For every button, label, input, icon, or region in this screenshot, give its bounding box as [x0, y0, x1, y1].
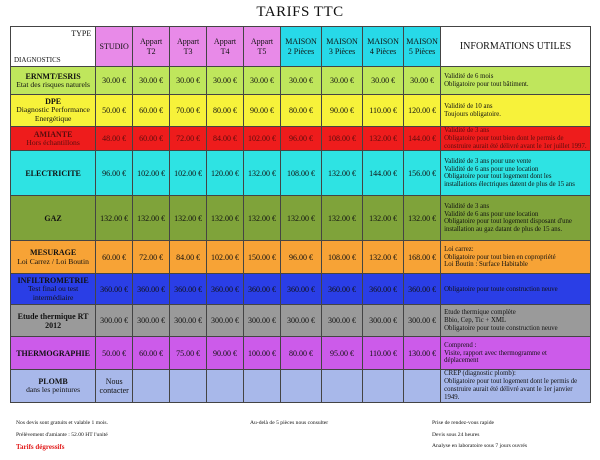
price-cell: Nous contacter	[96, 370, 133, 402]
footer-asbestos-note: Prélèvement d'amiante : 52.00 HT l'unité	[16, 432, 108, 438]
price-cell: 300.00 €	[170, 305, 207, 337]
column-header: Appart T4	[207, 27, 244, 67]
diagnostic-subtitle: Test final ou test intermédiaire	[27, 284, 79, 303]
price-cell: 132.00 €	[207, 196, 244, 241]
price-cell: 80.00 €	[207, 95, 244, 127]
price-cell: 90.00 €	[322, 95, 363, 127]
info-cell	[441, 274, 591, 305]
type-diagnostics-header	[11, 27, 96, 67]
table-row	[11, 67, 591, 95]
price-cell: 84.00 €	[207, 127, 244, 151]
column-header: MAISON 4 Pièces	[363, 27, 404, 67]
price-cell: 72.00 €	[133, 241, 170, 274]
header-row	[11, 27, 591, 67]
empty-cell	[363, 370, 404, 402]
price-cell: 132.00 €	[363, 241, 404, 274]
price-cell: 300.00 €	[96, 305, 133, 337]
diagnostic-title: ERNMT/ESRIS	[25, 71, 81, 81]
table-row	[11, 370, 591, 402]
price-cell: 102.00 €	[207, 241, 244, 274]
diagnostic-title: Etude thermique RT 2012	[17, 311, 89, 330]
table-row	[11, 274, 591, 305]
diagnostic-title: GAZ	[44, 213, 62, 223]
price-cell: 360.00 €	[322, 274, 363, 305]
price-cell: 132.00 €	[363, 127, 404, 151]
price-cell: 300.00 €	[207, 305, 244, 337]
column-header: MAISON 2 Pièces	[280, 27, 321, 67]
price-cell: 30.00 €	[244, 67, 281, 95]
type-label: TYPE	[71, 29, 92, 38]
diagnostic-title: AMIANTE	[33, 129, 73, 139]
price-cell: 300.00 €	[280, 305, 321, 337]
info-cell	[441, 370, 591, 402]
price-cell: 48.00 €	[96, 127, 133, 151]
info-cell	[441, 241, 591, 274]
info-cell	[441, 151, 591, 196]
price-cell: 60.00 €	[133, 95, 170, 127]
price-cell: 30.00 €	[404, 67, 441, 95]
diagnostic-name-cell	[11, 241, 96, 274]
price-cell: 132.00 €	[133, 196, 170, 241]
footer-appointment: Prise de rendez-vous rapide	[432, 420, 494, 426]
info-line: Obligatoire pour tout bâtiment.	[444, 80, 529, 88]
price-cell: 300.00 €	[322, 305, 363, 337]
price-cell: 360.00 €	[280, 274, 321, 305]
price-cell: 110.00 €	[363, 337, 404, 370]
price-cell: 360.00 €	[170, 274, 207, 305]
footer-rooms-note: Au-delà de 5 pièces nous consulter	[250, 420, 329, 426]
table-row	[11, 337, 591, 370]
price-cell: 95.00 €	[322, 337, 363, 370]
price-cell: 80.00 €	[280, 337, 321, 370]
info-line: Validité de 3 ans	[444, 202, 490, 210]
info-line: Obligatoire pour tout bien en copropriété	[444, 253, 556, 261]
empty-cell	[207, 370, 244, 402]
column-header: STUDIO	[96, 27, 133, 67]
price-cell: 75.00 €	[170, 337, 207, 370]
page-title: TARIFS TTC	[256, 4, 344, 20]
diagnostic-title: ELECTRICITE	[25, 168, 81, 178]
price-cell: 168.00 €	[404, 241, 441, 274]
price-cell: 102.00 €	[133, 151, 170, 196]
price-cell: 132.00 €	[404, 196, 441, 241]
price-cell: 132.00 €	[244, 196, 281, 241]
price-cell: 30.00 €	[96, 67, 133, 95]
diagnostic-name-cell	[11, 305, 96, 337]
price-cell: 30.00 €	[280, 67, 321, 95]
info-line: Validité de 6 mois	[444, 72, 494, 80]
empty-cell	[170, 370, 207, 402]
info-line: CREP (diagnostic plomb):	[444, 370, 516, 378]
price-cell: 110.00 €	[363, 95, 404, 127]
price-cell: 72.00 €	[170, 127, 207, 151]
price-cell: 30.00 €	[170, 67, 207, 95]
empty-cell	[133, 370, 170, 402]
info-cell	[441, 67, 591, 95]
diagnostic-name-cell	[11, 67, 96, 95]
info-line: Obligatoire pour tout bien dont le permis de construire aurait été délivré avant le 1er juillet 1997.	[444, 134, 587, 150]
diagnostic-name-cell	[11, 127, 96, 151]
column-header: MAISON 5 Pièces	[404, 27, 441, 67]
price-cell: 30.00 €	[363, 67, 404, 95]
price-cell: 84.00 €	[170, 241, 207, 274]
column-header: Appart T2	[133, 27, 170, 67]
diagnostic-title: INFILTROMETRIE	[17, 276, 89, 286]
diagnostic-title: MESURAGE	[29, 248, 77, 258]
price-cell: 50.00 €	[96, 337, 133, 370]
diagnostic-name-cell	[11, 337, 96, 370]
info-line: Obligatoire pour tout logement dont les	[444, 173, 552, 181]
info-line: Validité de 3 ans pour une vente	[444, 157, 532, 165]
price-cell: 132.00 €	[170, 196, 207, 241]
diagnostic-title: PLOMB	[38, 377, 68, 387]
price-cell: 90.00 €	[207, 337, 244, 370]
price-cell: 50.00 €	[96, 95, 133, 127]
price-cell: 108.00 €	[322, 241, 363, 274]
info-cell	[441, 337, 591, 370]
price-cell: 96.00 €	[280, 241, 321, 274]
price-cell: 132.00 €	[280, 196, 321, 241]
info-cell	[441, 127, 591, 151]
diagnostic-name-cell	[11, 151, 96, 196]
info-line: déplacement	[444, 357, 479, 365]
price-cell: 96.00 €	[96, 151, 133, 196]
table-row	[11, 127, 591, 151]
info-line: Validité de 6 ans pour une location	[444, 165, 539, 173]
price-cell: 80.00 €	[280, 95, 321, 127]
price-cell: 96.00 €	[280, 127, 321, 151]
info-line: Toujours obligatoire.	[444, 110, 501, 118]
price-cell: 132.00 €	[322, 196, 363, 241]
price-cell: 300.00 €	[404, 305, 441, 337]
diagnostic-name-cell	[11, 274, 96, 305]
info-header: INFORMATIONS UTILES	[441, 27, 591, 67]
column-header: MAISON 3 Pièces	[322, 27, 363, 67]
price-cell: 120.00 €	[404, 95, 441, 127]
empty-cell	[404, 370, 441, 402]
info-cell	[441, 196, 591, 241]
footer-degressive-rates: Tarifs dégressifs	[16, 443, 65, 451]
price-cell: 144.00 €	[363, 151, 404, 196]
price-cell: 150.00 €	[244, 241, 281, 274]
diagnostic-subtitle: Hors échantillons	[26, 137, 80, 147]
diagnostic-name-cell	[11, 95, 96, 127]
price-cell: 108.00 €	[322, 127, 363, 151]
info-line: Validité de 6 ans pour une location	[444, 210, 539, 218]
info-line: Comprend :	[444, 341, 477, 349]
info-line: Obligatoire pour tout logement disposant d'une	[444, 218, 572, 226]
price-cell: 100.00 €	[244, 337, 281, 370]
price-cell: 360.00 €	[133, 274, 170, 305]
info-line: Obligatoire pour tout logement dont le permis de construire aurait été délivré avant le 1er janvier 1949.	[444, 378, 578, 401]
price-cell: 300.00 €	[133, 305, 170, 337]
price-cell: 108.00 €	[280, 151, 321, 196]
diagnostics-label: DIAGNOSTICS	[14, 55, 61, 64]
price-cell: 102.00 €	[170, 151, 207, 196]
price-cell: 132.00 €	[244, 151, 281, 196]
price-cell: 90.00 €	[244, 95, 281, 127]
price-cell: 30.00 €	[322, 67, 363, 95]
info-line: Etude thermique complète	[444, 309, 516, 317]
info-cell	[441, 95, 591, 127]
diagnostic-title: DPE	[45, 97, 62, 107]
table-row	[11, 95, 591, 127]
info-line: Bbio, Cep, Tic + XML	[444, 317, 507, 325]
price-cell: 360.00 €	[207, 274, 244, 305]
price-cell: 70.00 €	[170, 95, 207, 127]
price-cell: 30.00 €	[207, 67, 244, 95]
footer-quote-delay: Devis sous 24 heures	[432, 432, 480, 438]
table-row	[11, 151, 591, 196]
empty-cell	[322, 370, 363, 402]
info-line: Obligatoire pour toute construction neuve	[444, 285, 558, 293]
diagnostic-name-cell	[11, 196, 96, 241]
diagnostic-name-cell	[11, 370, 96, 402]
info-line: Loi Boutin : Surface Habitable	[444, 261, 528, 269]
info-line: Loi carrez:	[444, 245, 474, 253]
price-cell: 360.00 €	[363, 274, 404, 305]
footer-lab-analysis: Analyse en laboratoire sous 7 jours ouvrés	[432, 443, 528, 449]
price-cell: 144.00 €	[404, 127, 441, 151]
price-cell: 156.00 €	[404, 151, 441, 196]
info-cell	[441, 305, 591, 337]
footer-quote-note: Nos devis sont gratuits et valable 1 mois.	[16, 420, 108, 426]
diagnostic-subtitle: dans les peintures	[26, 385, 81, 395]
tariff-table	[10, 26, 591, 403]
price-cell: 60.00 €	[133, 337, 170, 370]
price-cell: 300.00 €	[244, 305, 281, 337]
diagnostic-title: THERMOGRAPHIE	[16, 348, 90, 358]
column-header: Appart T5	[244, 27, 281, 67]
price-cell: 360.00 €	[404, 274, 441, 305]
empty-cell	[244, 370, 281, 402]
price-cell: 360.00 €	[244, 274, 281, 305]
diagnostic-subtitle: Etat des risques naturels	[16, 79, 90, 89]
price-cell: 360.00 €	[96, 274, 133, 305]
info-line: Validité de 3 ans	[444, 127, 490, 134]
price-cell: 132.00 €	[96, 196, 133, 241]
info-line: installation au gaz datant de plus de 15 ans.	[444, 226, 563, 234]
table-row	[11, 196, 591, 241]
info-line: Validité de 10 ans	[444, 102, 493, 110]
price-cell: 132.00 €	[363, 196, 404, 241]
price-cell: 60.00 €	[133, 127, 170, 151]
price-cell: 30.00 €	[133, 67, 170, 95]
price-cell: 130.00 €	[404, 337, 441, 370]
price-cell: 60.00 €	[96, 241, 133, 274]
price-cell: 102.00 €	[244, 127, 281, 151]
empty-cell	[280, 370, 321, 402]
table-row	[11, 305, 591, 337]
table-row	[11, 241, 591, 274]
price-cell: 120.00 €	[207, 151, 244, 196]
info-line: Visite, rapport avec thermogramme et	[444, 349, 547, 357]
info-line: installations électriques datent de plus de 15 ans	[444, 181, 575, 189]
diagnostic-subtitle: Loi Carrez / Loi Boutin	[17, 256, 89, 266]
column-header: Appart T3	[170, 27, 207, 67]
price-cell: 132.00 €	[322, 151, 363, 196]
info-line: Obligatoire pour toute construction neuve	[444, 324, 558, 332]
price-cell: 300.00 €	[363, 305, 404, 337]
diagnostic-subtitle: Diagnostic Performance Energétique	[16, 105, 90, 124]
